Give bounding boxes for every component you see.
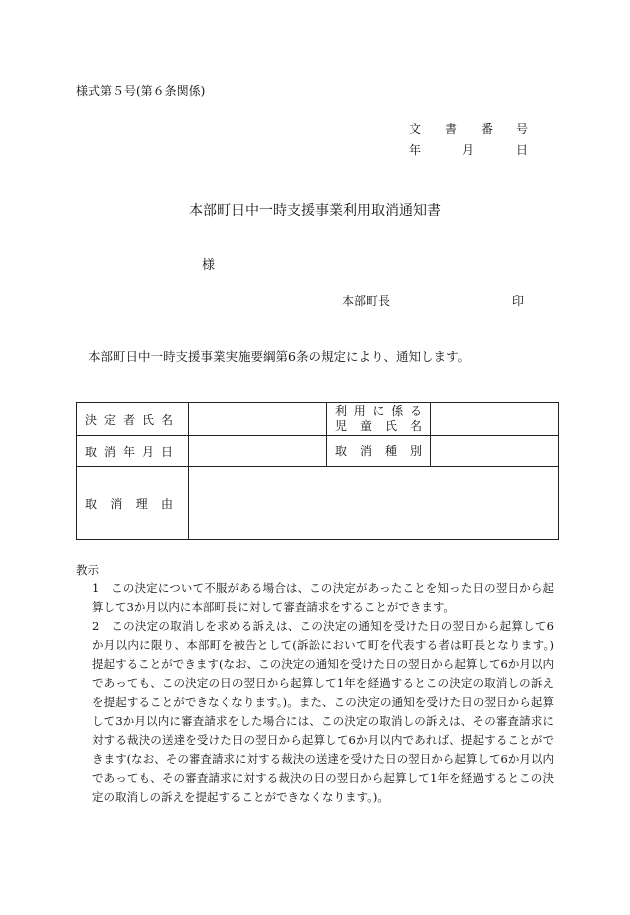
addressee-suffix: 様: [202, 258, 216, 273]
info-table: [76, 402, 559, 540]
doc-number-char: 番: [481, 122, 494, 136]
cancel-type-value: [431, 436, 559, 467]
form-number: 様式第５号(第６条関係): [76, 84, 206, 98]
cancel-date-label-cell: [77, 436, 189, 467]
child-name-label-line2: 児童氏名: [335, 419, 422, 433]
notes-heading: 教示: [76, 563, 99, 577]
doc-number-char: 書: [445, 122, 458, 136]
child-name-value: [431, 403, 559, 436]
child-name-label-line1: 利用に係る: [335, 404, 422, 418]
cancel-date-value: [189, 436, 327, 467]
date-month: 月: [462, 143, 475, 157]
cancel-reason-label: 取消理由: [85, 496, 173, 511]
document-title: 本部町日中一時支援事業利用取消通知書: [189, 203, 441, 219]
decision-person-label: 決定者氏名: [85, 412, 173, 427]
date-year: 年: [409, 143, 422, 157]
cancel-reason-value: [189, 467, 559, 540]
cancel-type-label-cell: [327, 436, 431, 467]
note-item-2: 2 この決定の取消しを求める訴えは、この決定の通知を受けた日の翌日から起算して6か月以内に限り、本部町を被告として(訴訟において町を代表する者は町長となります。)提起することができます(なお、この決定の通知を受けた日の翌日から起算して6か月以内であっても、この決定の日の翌日から起算して1年を経過するとこの決定の取消しの訴えを提起することができなくなります。)。また、この決定の通知を受けた日の翌日から起算して3か月以内に審査請求をした場合には、この決定の取消しの訴えは、その審査請求に対する裁決の送達を受けた日の翌日から起算して6か月以内であれば、提起することができます(なお、その審査請求に対する裁決の送達を受けた日の翌日から起算して6か月以内であっても、その審査請求に対する裁決の日の翌日から起算して1年を経過するとこの決定の取消しの訴えを提起することができなくなります。)。: [92, 619, 554, 804]
date-day: 日: [516, 143, 529, 157]
cancel-type-label: 取消種別: [335, 443, 422, 458]
decision-person-value: [189, 403, 327, 436]
sender-name: 本部町長: [342, 294, 391, 308]
intro-text: 本部町日中一時支援事業実施要綱第6条の規定により、通知します。: [88, 349, 470, 364]
doc-number-char: 文: [409, 122, 422, 136]
child-name-label-cell: [327, 403, 431, 436]
doc-number-char: 号: [516, 122, 529, 136]
note-item-1: 1 この決定について不服がある場合は、この決定があったことを知った日の翌日から起算して3か月以内に本部町長に対して審査請求をすることができます。: [92, 581, 554, 614]
seal-mark: 印: [512, 294, 525, 308]
decision-person-label-cell: [77, 403, 189, 436]
document-number-label: [409, 120, 528, 137]
date-label: [409, 141, 528, 158]
cancel-reason-label-cell: [77, 467, 189, 540]
cancel-date-label: 取消年月日: [85, 444, 173, 459]
